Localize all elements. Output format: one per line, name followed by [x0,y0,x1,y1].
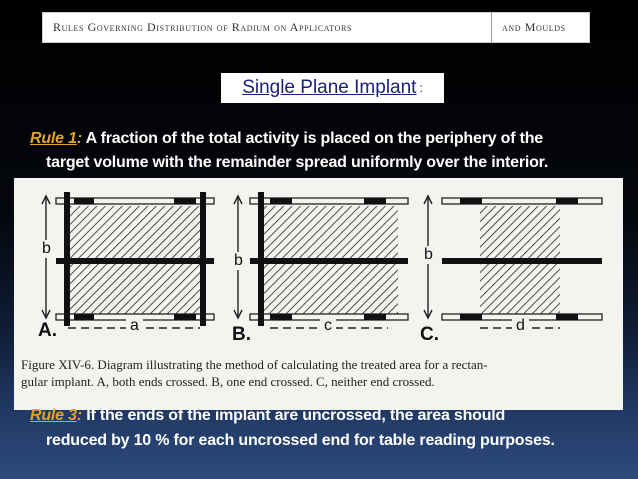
diagram-a-needle-middle [56,258,214,264]
rule1-line1 [30,130,543,148]
rule3-text-line2: reduced by 10 % for each uncrossed end for table reading purposes. [46,432,555,449]
figure-caption [21,356,617,390]
header-banner [42,12,590,43]
rule1-text-line2: target volume with the remainder spread uniformly over the interior. [46,154,549,171]
rule3-text-line1: If the ends of the implant are uncrossed, the area should [81,407,506,424]
diagram-c-height-label: b [424,246,433,263]
rule1-line2 [46,154,548,172]
diagram-c-needle-middle [442,258,602,264]
rule3-line1 [30,407,505,425]
diagram-b-width-label: c [320,317,336,335]
rule1-text-line1: A fraction of the total activity is placed on the periphery of the [81,130,544,147]
diagram-a-crossing-right [200,192,206,326]
rule3-line2 [46,432,555,450]
slide-title-box [221,73,444,103]
diagram-c-letter: C. [420,324,439,345]
diagram-a-letter: A. [38,320,57,341]
diagram-a-width-label: a [126,317,143,335]
diagram-a-crossing-left [64,192,70,326]
diagram-b-letter: B. [232,324,251,345]
rule3-label: Rule 3 [30,407,77,424]
slide-title-colon: : [419,81,423,95]
header-right-text: and Moulds [502,20,566,34]
diagram-b [234,192,408,328]
diagram-b-needle-middle [250,258,408,264]
diagram-b-crossing-left [258,192,264,326]
slide-title: Single Plane Implant [242,77,417,98]
figure-caption-line2: gular implant. A, both ends crossed. B, one end crossed. C, neither end crossed. [21,374,435,389]
implant-diagram-figure [14,178,623,410]
header-left-text: Rules Governing Distribution of Radium on Applicators [53,20,353,34]
diagram-b-height-label: b [234,252,243,269]
diagram-a [42,192,214,328]
diagram-a-height-label: b [42,240,51,257]
figure-caption-line1: Figure XIV-6. Diagram illustrating the method of calculating the treated area for a rectan- [21,357,488,372]
diagram-c [424,196,602,328]
rule3-colon: : [76,407,82,424]
rule1-label: Rule 1 [30,130,77,147]
rule1-colon: : [76,130,82,147]
diagram-c-width-label: d [512,317,529,335]
